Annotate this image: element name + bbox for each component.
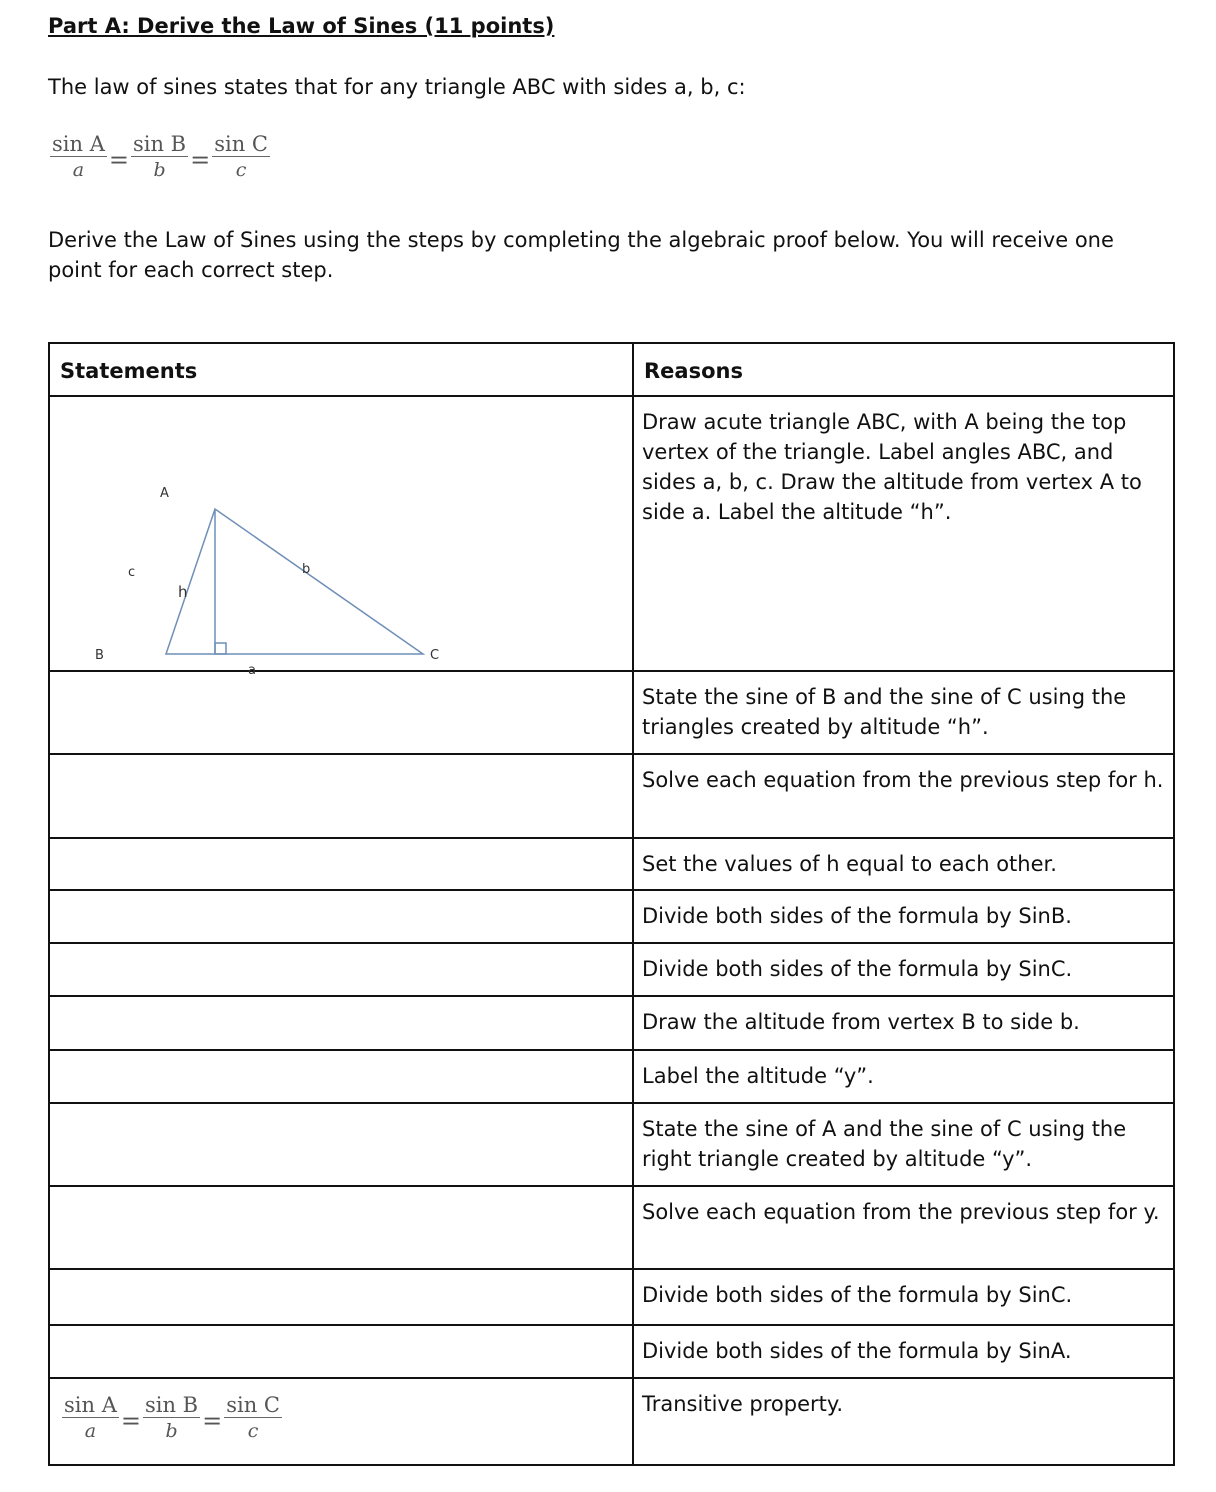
law-of-sines-formula: $\frac{\text{sin A}}{a}$ = $\frac{\text{sin B}}{b}$ = $\frac{\text{sin C}}{c}$ — [52, 132, 268, 181]
label-h: h — [178, 583, 188, 601]
reason-cell: State the sine of A and the sine of C using the right triangle created by altitude “y”. — [633, 1103, 1174, 1186]
triangle-abc — [166, 509, 423, 654]
proof-table — [48, 342, 1175, 1466]
reason-cell: Transitive property. — [633, 1378, 1174, 1465]
statement-input[interactable] — [49, 1050, 633, 1103]
label-c: c — [128, 565, 136, 580]
label-A: A — [160, 486, 169, 501]
statement-input[interactable] — [49, 1269, 633, 1325]
statement-input[interactable] — [49, 890, 633, 943]
statement-input[interactable] — [49, 1325, 633, 1378]
reasons-header: Reasons — [633, 343, 1174, 396]
statement-input[interactable] — [49, 996, 633, 1050]
statement-input[interactable] — [49, 1103, 633, 1186]
table-row — [49, 396, 1174, 671]
label-a: a — [248, 663, 256, 678]
right-angle-mark — [215, 643, 226, 654]
reason-cell: Solve each equation from the previous step for h. — [633, 754, 1174, 838]
reason-cell: State the sine of B and the sine of C using the triangles created by altitude “h”. — [633, 671, 1174, 754]
reason-cell: Label the altitude “y”. — [633, 1050, 1174, 1103]
intro-text: The law of sines states that for any triangle ABC with sides a, b, c: — [48, 75, 746, 99]
reason-cell: Divide both sides of the formula by SinA. — [633, 1325, 1174, 1378]
reason-cell: Draw the altitude from vertex B to side b. — [633, 996, 1174, 1050]
statement-cell-diagram — [49, 396, 633, 678]
reason-cell: Solve each equation from the previous step for y. — [633, 1186, 1174, 1269]
reason-cell: Draw acute triangle ABC, with A being the top vertex of the triangle. Label angles ABC, and sides a, b, c. Draw the altitude from vertex A to side a. Label the altitude “h”. — [633, 396, 1174, 671]
reason-cell: Set the values of h equal to each other. — [633, 838, 1174, 890]
label-b: b — [302, 562, 311, 577]
section-title: Part A: Derive the Law of Sines (11 points) — [48, 14, 555, 38]
reason-cell: Divide both sides of the formula by SinC. — [633, 1269, 1174, 1325]
triangle-diagram — [50, 397, 610, 678]
statements-header: Statements — [49, 343, 633, 396]
statement-input[interactable] — [49, 838, 633, 890]
statement-input[interactable] — [49, 1186, 633, 1269]
label-B: B — [95, 648, 104, 663]
statement-input[interactable] — [49, 943, 633, 996]
header-row — [49, 343, 1174, 396]
instructions-text: Derive the Law of Sines using the steps by completing the algebraic proof below. You will receive one point for each correct step. — [48, 228, 1114, 282]
statement-input[interactable] — [49, 754, 633, 838]
reason-cell: Divide both sides of the formula by SinC. — [633, 943, 1174, 996]
reason-cell: Divide both sides of the formula by SinB. — [633, 890, 1174, 943]
statement-input[interactable] — [49, 671, 633, 754]
statement-final-formula: $\frac{\text{sin A}}{a}$ = $\frac{\text{sin B}}{b}$ = $\frac{\text{sin C}}{c}$ — [49, 1378, 633, 1465]
label-C: C — [430, 648, 440, 663]
